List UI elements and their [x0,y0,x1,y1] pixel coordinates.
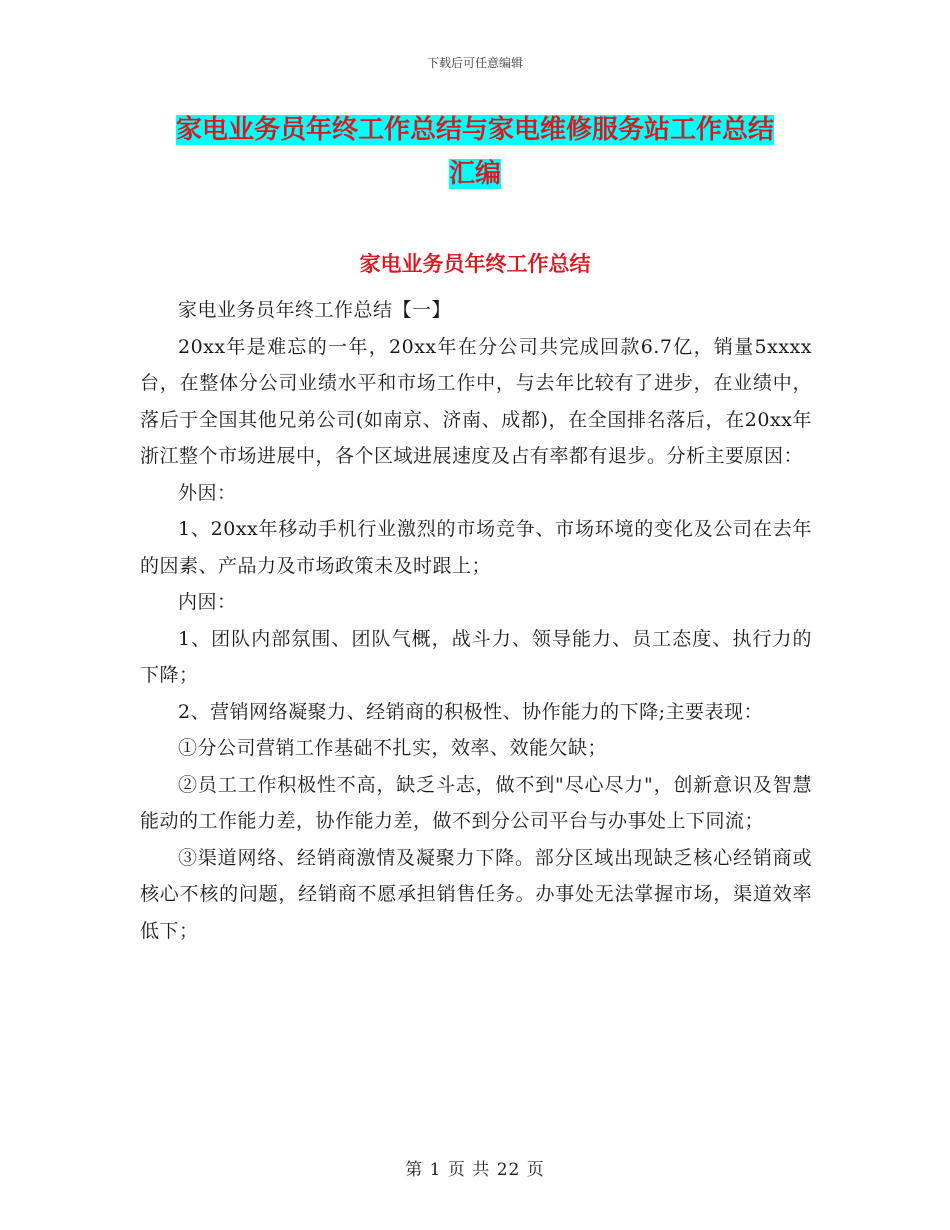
paragraph: ③渠道网络、经销商激情及凝聚力下降。部分区域出现缺乏核心经销商或核心不核的问题，经销商不愿承担销售任务。办事处无法掌握市场，渠道效率低下； [140,846,812,942]
paragraph: 20xx年是难忘的一年，20xx年在分公司共完成回款6.7亿，销量5xxxx台，在整体分公司业绩水平和市场工作中，与去年比较有了进步，在业绩中，落后于全国其他兄弟公司(如南京、济南、成都)，在全国排名落后，在20xx年浙江整个市场进展中，各个区域进展速度及占有率都有退步。分析主要原因： [140,335,812,467]
header-note: 下载后可任意编辑 [426,56,523,70]
section-title: 家电业务员年终工作总结 [359,252,591,276]
document-title-line-1: 家电业务员年终工作总结与家电维修服务站工作总结 [175,115,774,145]
document-title [140,108,810,196]
paragraph: 内因： [178,591,237,613]
paragraph: 家电业务员年终工作总结【一】 [178,299,452,321]
body-text [140,292,812,949]
paragraph: ②员工工作积极性不高，缺乏斗志，做不到"尽心尽力"，创新意识及智慧能动的工作能力差，协作能力差，做不到分公司平台与办事处上下同流； [140,773,812,832]
page-footer: 第 1 页 共 22 页 [405,1160,545,1180]
document-title-line-2: 汇编 [448,159,501,189]
paragraph: 2、营销网络凝聚力、经销商的积极性、协作能力的下降;主要表现： [178,700,763,723]
paragraph: 1、20xx年移动手机行业激烈的市场竞争、市场环境的变化及公司在去年的因素、产品力及市场政策未及时跟上； [140,518,812,577]
paragraph: ①分公司营销工作基础不扎实，效率、效能欠缺； [178,737,608,759]
paragraph: 1、团队内部氛围、团队气概，战斗力、领导能力、员工态度、执行力的下降； [140,627,812,686]
paragraph: 外因： [178,481,237,504]
